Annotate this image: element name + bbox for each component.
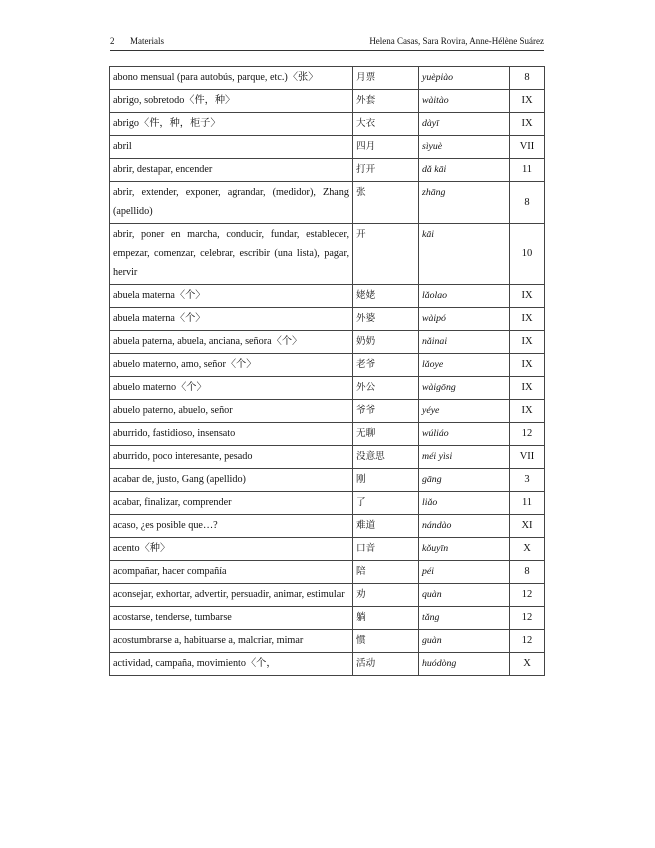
lesson-cell: IX bbox=[510, 90, 545, 113]
pinyin-cell: guàn bbox=[419, 630, 510, 653]
spanish-cell: abuela paterna, abuela, anciana, señora〈个〉 bbox=[110, 331, 353, 354]
spanish-cell: abrigo〈件，种，柜子〉 bbox=[110, 113, 353, 136]
pinyin-cell: huódòng bbox=[419, 653, 510, 676]
lesson-cell: XI bbox=[510, 515, 545, 538]
chinese-cell: 了 bbox=[353, 492, 419, 515]
spanish-cell: abuela materna〈个〉 bbox=[110, 285, 353, 308]
lesson-cell: 3 bbox=[510, 469, 545, 492]
pinyin-cell: wàipó bbox=[419, 308, 510, 331]
pinyin-cell: tǎng bbox=[419, 607, 510, 630]
pinyin-cell: zhāng bbox=[419, 182, 510, 224]
lesson-cell: IX bbox=[510, 354, 545, 377]
lesson-cell: 12 bbox=[510, 423, 545, 446]
lesson-cell: IX bbox=[510, 377, 545, 400]
chinese-cell: 开 bbox=[353, 224, 419, 285]
spanish-cell: abrir, poner en marcha, conducir, fundar, establecer, empezar, comenzar, celebrar, escribir (una lista), pagar, hervir bbox=[110, 224, 353, 285]
pinyin-cell: yéye bbox=[419, 400, 510, 423]
table-row bbox=[110, 113, 545, 136]
spanish-cell: acompañar, hacer compañía bbox=[110, 561, 353, 584]
lesson-cell: 8 bbox=[510, 561, 545, 584]
chinese-cell: 四月 bbox=[353, 136, 419, 159]
table-row bbox=[110, 538, 545, 561]
lesson-cell: VII bbox=[510, 446, 545, 469]
chinese-cell: 没意思 bbox=[353, 446, 419, 469]
page-header bbox=[110, 36, 544, 51]
lesson-cell: IX bbox=[510, 331, 545, 354]
spanish-cell: abuela materna〈个〉 bbox=[110, 308, 353, 331]
table-row bbox=[110, 182, 545, 224]
pinyin-cell: kǒuyīn bbox=[419, 538, 510, 561]
pinyin-cell: wàitào bbox=[419, 90, 510, 113]
chinese-cell: 打开 bbox=[353, 159, 419, 182]
chinese-cell: 躺 bbox=[353, 607, 419, 630]
lesson-cell: X bbox=[510, 653, 545, 676]
lesson-cell: IX bbox=[510, 285, 545, 308]
chinese-cell: 劝 bbox=[353, 584, 419, 607]
authors: Helena Casas, Sara Rovira, Anne-Hélène Suárez bbox=[369, 36, 544, 46]
pinyin-cell: nándào bbox=[419, 515, 510, 538]
pinyin-cell: lǎoye bbox=[419, 354, 510, 377]
chinese-cell: 活动 bbox=[353, 653, 419, 676]
chinese-cell: 大衣 bbox=[353, 113, 419, 136]
spanish-cell: abrigo, sobretodo〈件，种〉 bbox=[110, 90, 353, 113]
chinese-cell: 月票 bbox=[353, 67, 419, 90]
spanish-cell: abuelo paterno, abuelo, señor bbox=[110, 400, 353, 423]
lesson-cell: VII bbox=[510, 136, 545, 159]
pinyin-cell: yuèpiào bbox=[419, 67, 510, 90]
table-row bbox=[110, 224, 545, 285]
chinese-cell: 老爷 bbox=[353, 354, 419, 377]
table-row bbox=[110, 630, 545, 653]
chinese-cell: 陪 bbox=[353, 561, 419, 584]
spanish-cell: acostumbrarse a, habituarse a, malcriar, mimar bbox=[110, 630, 353, 653]
chinese-cell: 惯 bbox=[353, 630, 419, 653]
chinese-cell: 外套 bbox=[353, 90, 419, 113]
lesson-cell: 10 bbox=[510, 224, 545, 285]
pinyin-cell: lǎolao bbox=[419, 285, 510, 308]
page-number: 2 bbox=[110, 36, 115, 46]
table-row bbox=[110, 492, 545, 515]
spanish-cell: acostarse, tenderse, tumbarse bbox=[110, 607, 353, 630]
spanish-cell: aburrido, poco interesante, pesado bbox=[110, 446, 353, 469]
chinese-cell: 外婆 bbox=[353, 308, 419, 331]
spanish-cell: acabar, finalizar, comprender bbox=[110, 492, 353, 515]
pinyin-cell: nǎinai bbox=[419, 331, 510, 354]
vocabulary-table bbox=[109, 66, 545, 676]
lesson-cell: IX bbox=[510, 308, 545, 331]
chinese-cell: 难道 bbox=[353, 515, 419, 538]
pinyin-cell: méi yìsi bbox=[419, 446, 510, 469]
table-row bbox=[110, 136, 545, 159]
table-row bbox=[110, 377, 545, 400]
lesson-cell: 12 bbox=[510, 584, 545, 607]
lesson-cell: 11 bbox=[510, 159, 545, 182]
spanish-cell: abrir, extender, exponer, agrandar, (medidor), Zhang (apellido) bbox=[110, 182, 353, 224]
chinese-cell: 口音 bbox=[353, 538, 419, 561]
spanish-cell: abril bbox=[110, 136, 353, 159]
chinese-cell: 姥姥 bbox=[353, 285, 419, 308]
pinyin-cell: wàigōng bbox=[419, 377, 510, 400]
lesson-cell: 12 bbox=[510, 630, 545, 653]
table-row bbox=[110, 354, 545, 377]
spanish-cell: aconsejar, exhortar, advertir, persuadir, animar, estimular bbox=[110, 584, 353, 607]
pinyin-cell: dǎ kāi bbox=[419, 159, 510, 182]
table-row bbox=[110, 653, 545, 676]
chinese-cell: 无聊 bbox=[353, 423, 419, 446]
spanish-cell: aburrido, fastidioso, insensato bbox=[110, 423, 353, 446]
lesson-cell: IX bbox=[510, 113, 545, 136]
lesson-cell: 12 bbox=[510, 607, 545, 630]
spanish-cell: abuelo materno〈个〉 bbox=[110, 377, 353, 400]
table-row bbox=[110, 561, 545, 584]
spanish-cell: acabar de, justo, Gang (apellido) bbox=[110, 469, 353, 492]
pinyin-cell: dàyī bbox=[419, 113, 510, 136]
chinese-cell: 爷爷 bbox=[353, 400, 419, 423]
table-row bbox=[110, 469, 545, 492]
lesson-cell: X bbox=[510, 538, 545, 561]
table-row bbox=[110, 607, 545, 630]
spanish-cell: abrir, destapar, encender bbox=[110, 159, 353, 182]
chinese-cell: 外公 bbox=[353, 377, 419, 400]
pinyin-cell: wúliáo bbox=[419, 423, 510, 446]
pinyin-cell: liǎo bbox=[419, 492, 510, 515]
lesson-cell: 11 bbox=[510, 492, 545, 515]
table-row bbox=[110, 423, 545, 446]
chinese-cell: 奶奶 bbox=[353, 331, 419, 354]
table-row bbox=[110, 331, 545, 354]
table-row bbox=[110, 584, 545, 607]
table-row bbox=[110, 446, 545, 469]
pinyin-cell: sìyuè bbox=[419, 136, 510, 159]
spanish-cell: abono mensual (para autobús, parque, etc.)〈张〉 bbox=[110, 67, 353, 90]
chinese-cell: 张 bbox=[353, 182, 419, 224]
spanish-cell: actividad, campaña, movimiento〈个， bbox=[110, 653, 353, 676]
table-row bbox=[110, 67, 545, 90]
pinyin-cell: gāng bbox=[419, 469, 510, 492]
table-row bbox=[110, 159, 545, 182]
table-row bbox=[110, 285, 545, 308]
section-title: Materials bbox=[130, 36, 164, 46]
spanish-cell: acento〈种〉 bbox=[110, 538, 353, 561]
pinyin-cell: kāi bbox=[419, 224, 510, 285]
chinese-cell: 刚 bbox=[353, 469, 419, 492]
pinyin-cell: péi bbox=[419, 561, 510, 584]
spanish-cell: acaso, ¿es posible que…? bbox=[110, 515, 353, 538]
lesson-cell: 8 bbox=[510, 67, 545, 90]
table-row bbox=[110, 515, 545, 538]
pinyin-cell: quàn bbox=[419, 584, 510, 607]
lesson-cell: 8 bbox=[510, 182, 545, 224]
table-row bbox=[110, 400, 545, 423]
table-row bbox=[110, 90, 545, 113]
lesson-cell: IX bbox=[510, 400, 545, 423]
spanish-cell: abuelo materno, amo, señor〈个〉 bbox=[110, 354, 353, 377]
table-row bbox=[110, 308, 545, 331]
